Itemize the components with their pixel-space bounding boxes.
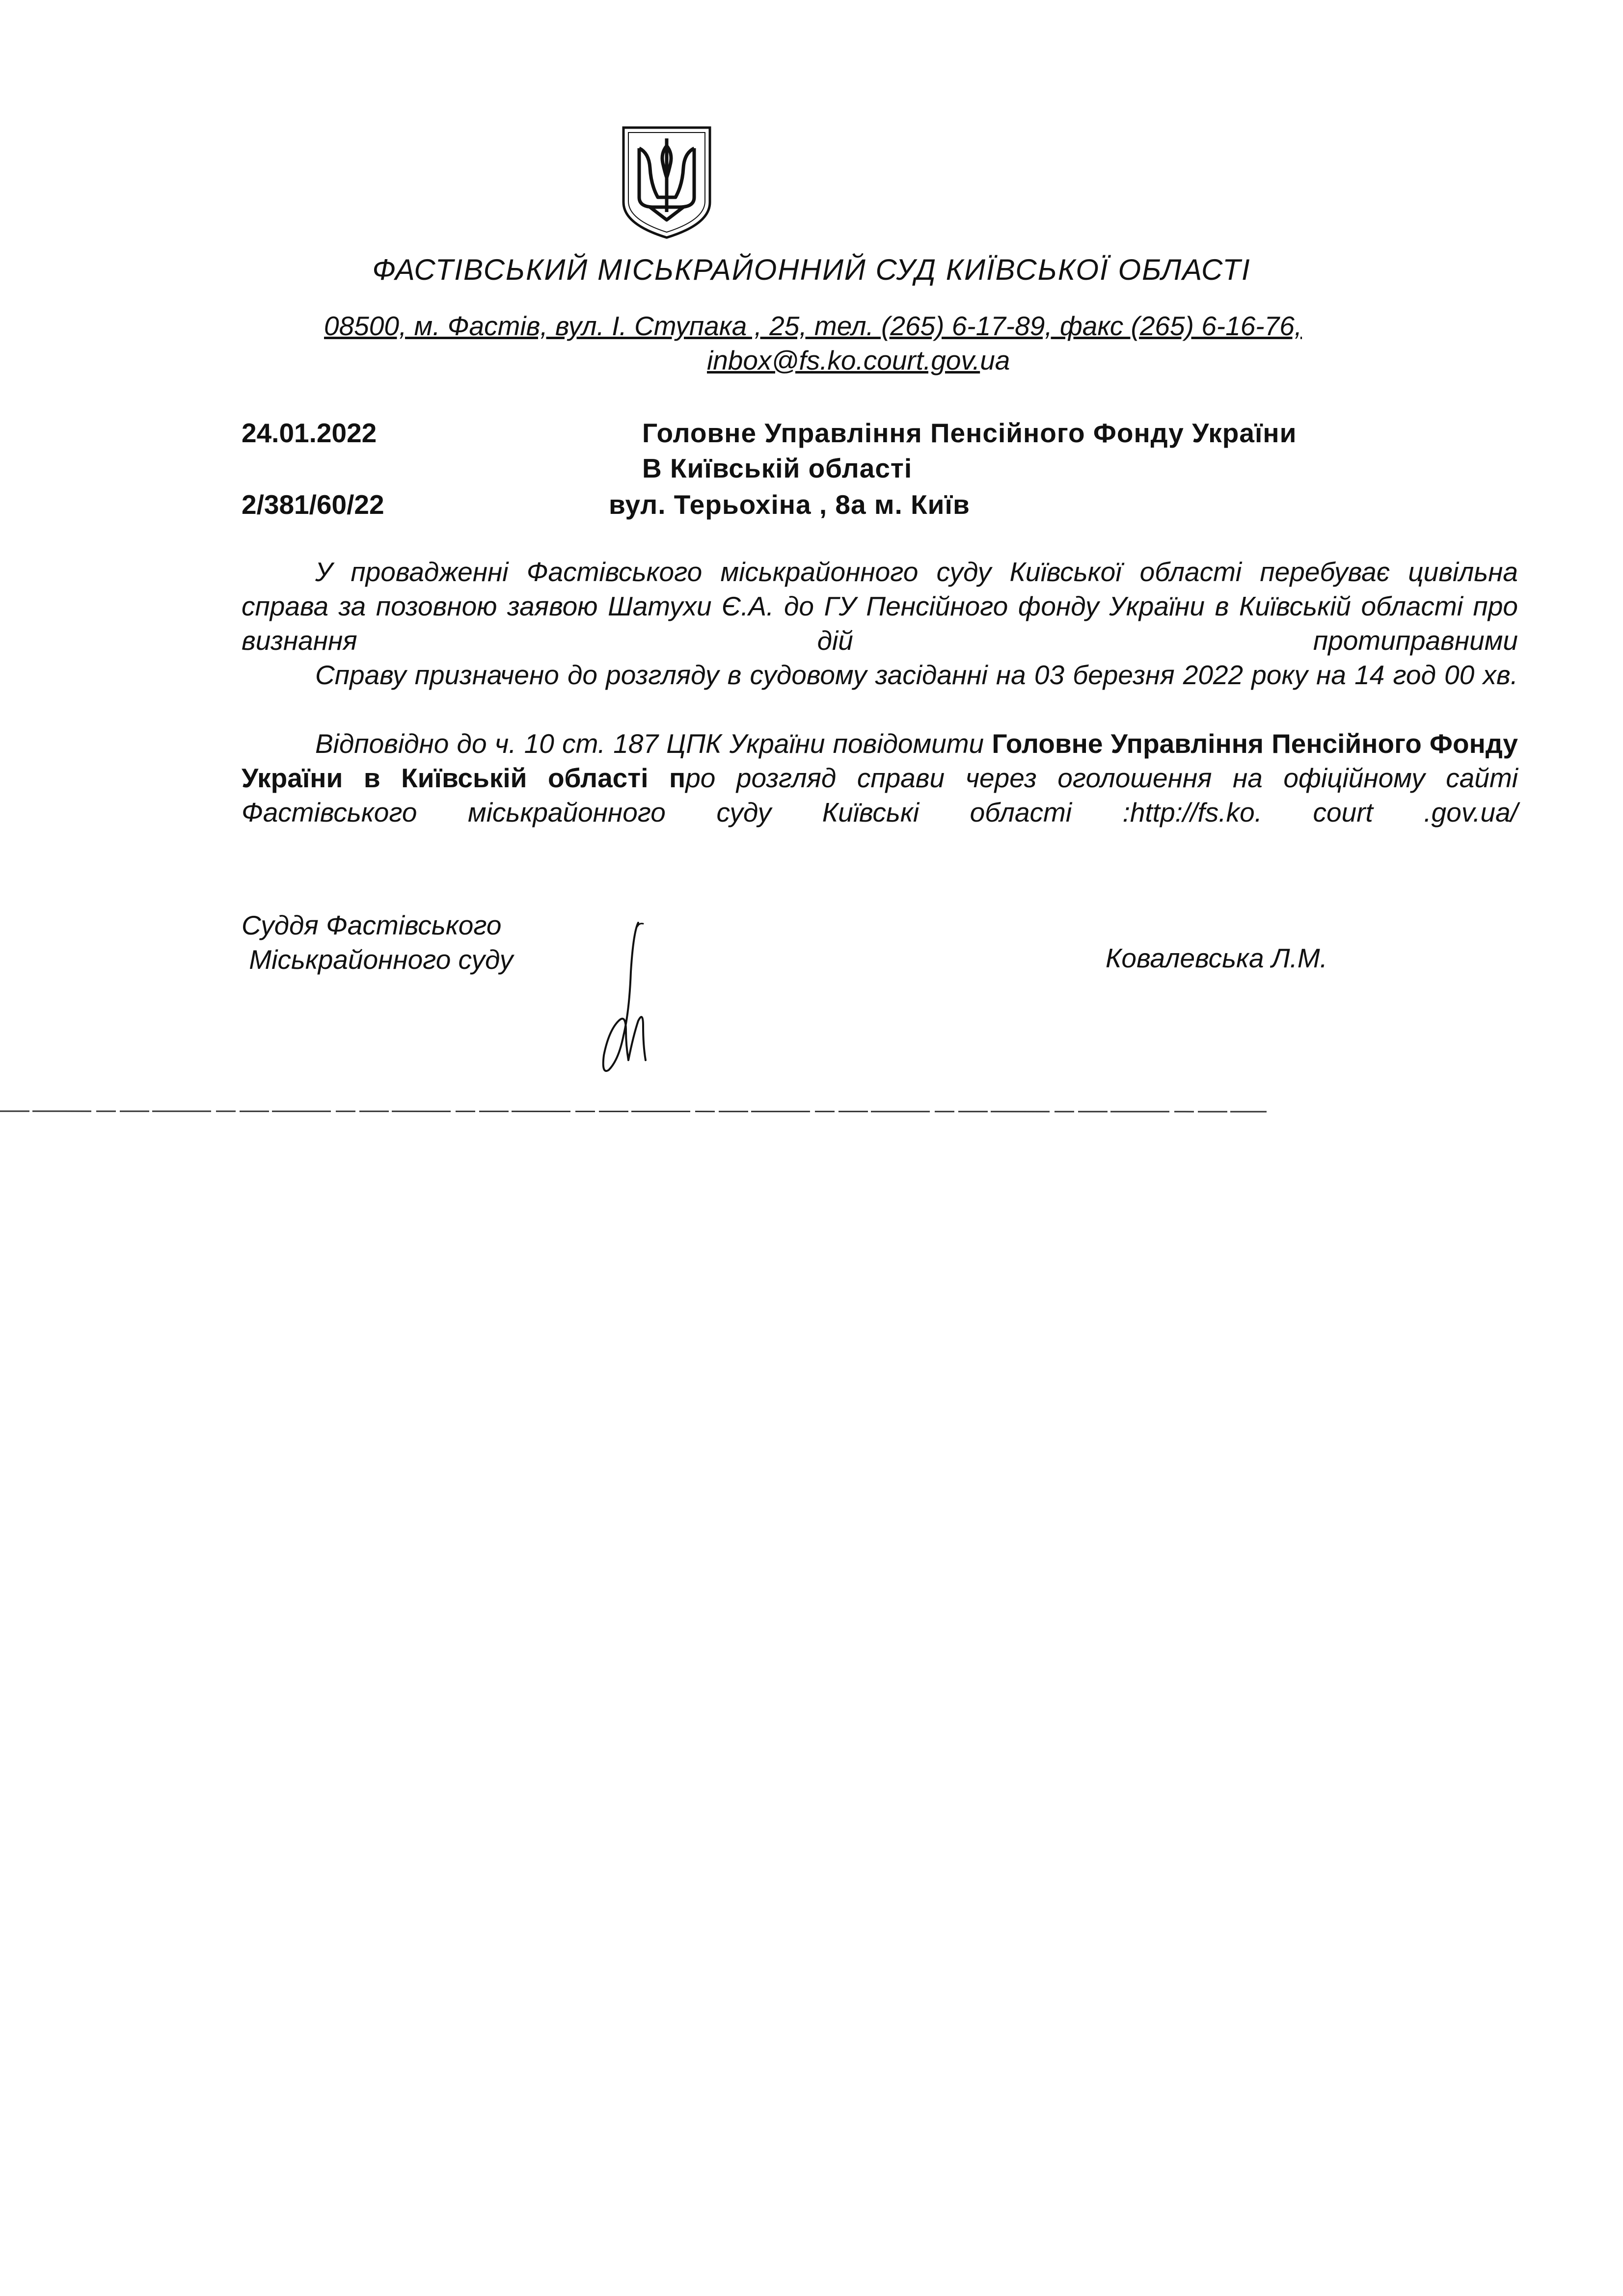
judge-position-line-1: Суддя Фастівського — [242, 910, 502, 940]
body-paragraph-3 — [242, 726, 1518, 829]
handwritten-signature-icon — [565, 913, 663, 1080]
judge-name: Ковалевська Л.М. — [1106, 943, 1327, 973]
trident-coat-of-arms-icon — [620, 124, 714, 241]
recipient-region: В Київській області — [642, 453, 913, 483]
court-name-heading: ФАСТІВСЬКИЙ МІСЬКРАЙОННИЙ СУД КИЇВСЬКОЇ ОБЛАСТІ — [372, 253, 1251, 286]
judge-position-line-2: Міськрайонного суду — [242, 944, 514, 975]
court-email-suffix: ua — [980, 345, 1010, 375]
court-email: inbox@fs.ko.court.gov. — [707, 345, 980, 375]
case-number: 2/381/60/22 — [242, 489, 384, 520]
body-paragraph-2: Справу призначено до розгляду в судовому засіданні на 03 березня 2022 року на 14 год 00 хв. — [315, 660, 1518, 690]
body-paragraph-1: У провадженні Фастівського міськрайонного суду Київської області перебуває цивільна справа за позовною заявою Шатухи Є.А. до ГУ Пенсійного фонду України в Київській області про визнання дій протиправними — [242, 557, 1518, 656]
body-paragraph-3-recipient: Головне Управління Пенсійного Фонду України в Київській області — [242, 728, 1518, 793]
judge-position — [242, 908, 513, 977]
body-paragraph-3-end: ро розгляд справи через оголошення на офіційному сайті Фастівського міськрайонного суду Київські області :http://fs.ko. court .gov.ua/ — [242, 763, 1518, 828]
recipient-name: Головне Управління Пенсійного Фонду України — [642, 418, 1297, 448]
body-paragraph-3-bold-letter: п — [669, 763, 686, 793]
document-date: 24.01.2022 — [242, 418, 377, 448]
court-email-line — [707, 345, 1010, 376]
dashed-divider — [0, 1110, 1267, 1113]
recipient-address: вул. Терьохіна , 8а м. Київ — [609, 489, 970, 520]
court-address: 08500, м. Фастів, вул. І. Ступака , 25, тел. (265) 6-17-89, факс (265) 6-16-76, — [324, 311, 1302, 341]
body-paragraph-3-start: Відповідно до ч. 10 ст. 187 ЦПК України повідомити — [315, 728, 992, 759]
